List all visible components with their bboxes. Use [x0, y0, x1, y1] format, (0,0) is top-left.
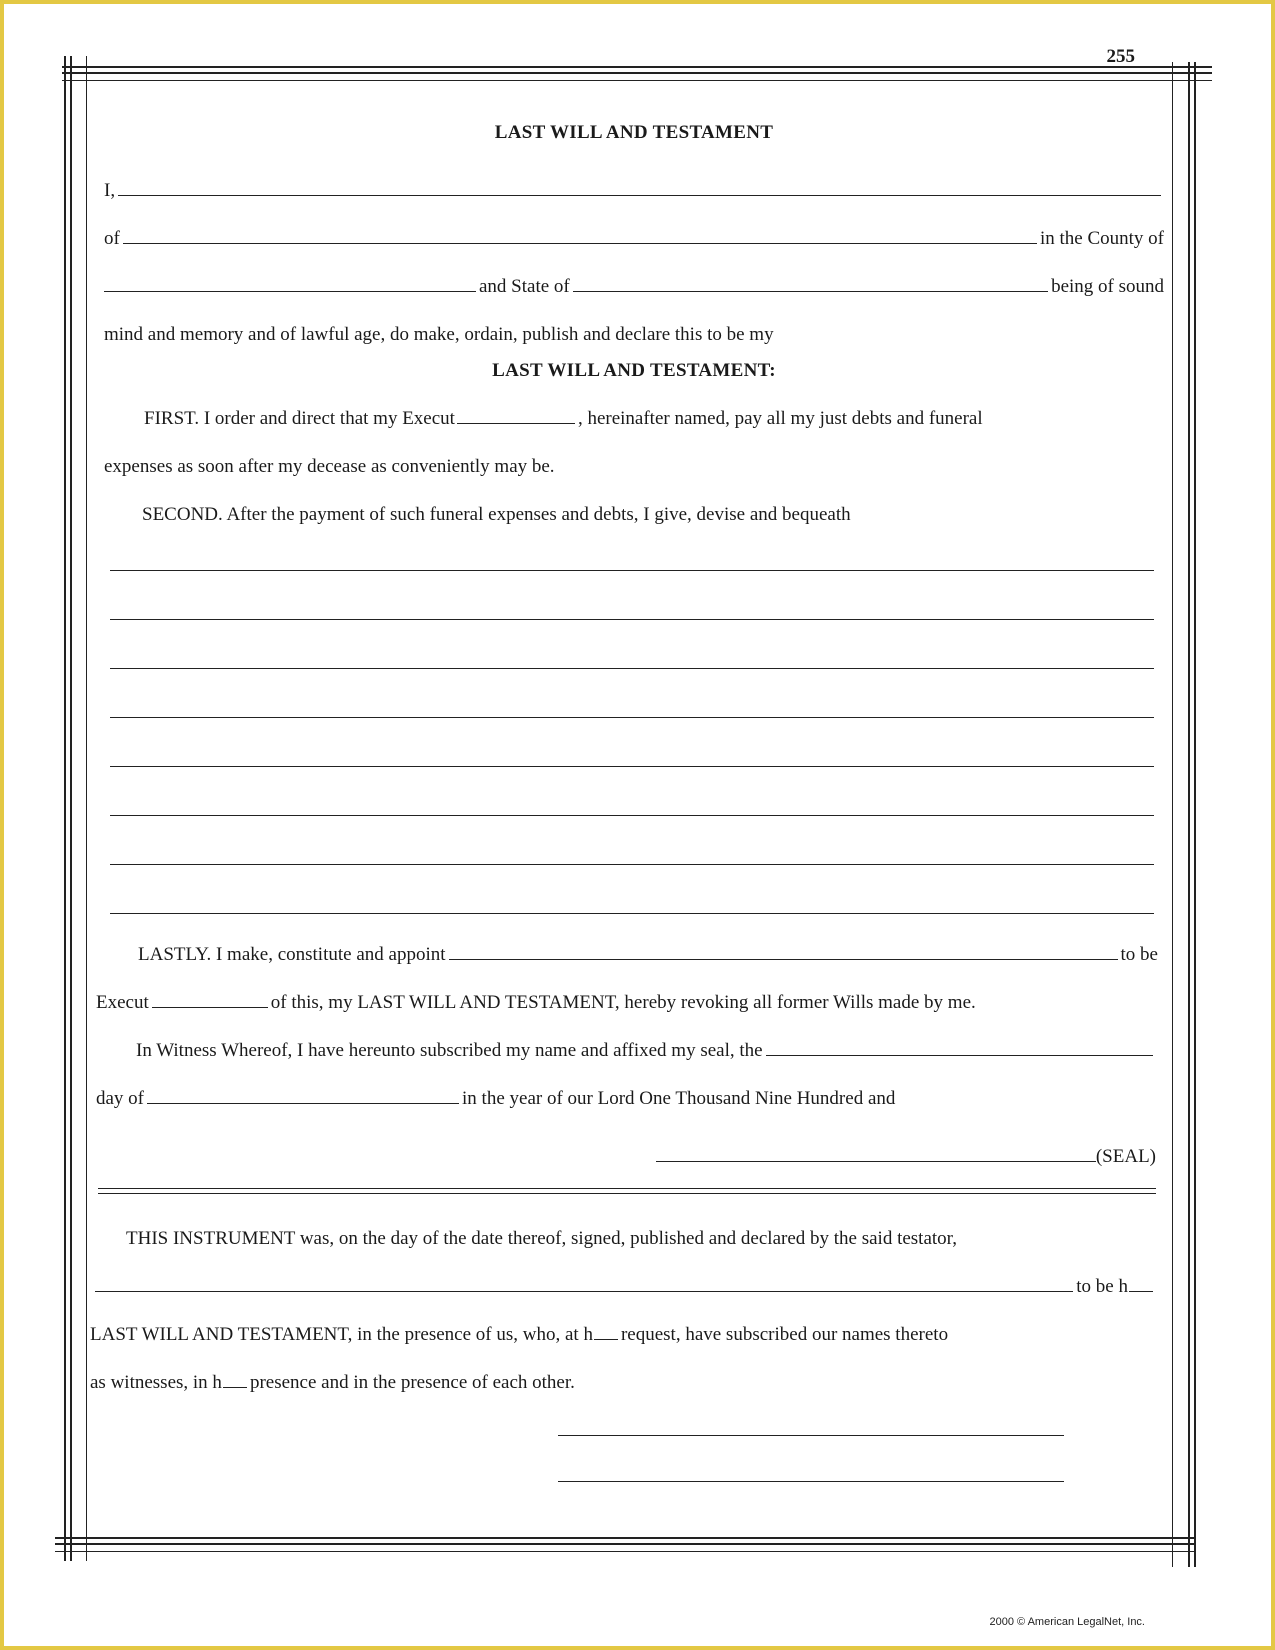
- pronoun-field-1[interactable]: [1129, 1291, 1153, 1292]
- will-form: [90, 100, 1164, 1486]
- seal-label: (SEAL): [1095, 1146, 1156, 1167]
- second-clause-row: [104, 478, 1164, 526]
- bequest-line-6[interactable]: [104, 771, 1164, 820]
- border-top-rule-3: [62, 80, 1212, 81]
- bequest-line-4[interactable]: [104, 673, 1164, 722]
- state-field[interactable]: [573, 291, 1048, 292]
- pronoun-field-3[interactable]: [223, 1387, 247, 1388]
- border-right-rule-3: [1194, 62, 1196, 1567]
- first-clause-suffix: , hereinafter named, pay all my just debts and funeral: [577, 408, 983, 429]
- instrument-line3: [90, 1298, 1164, 1346]
- border-left-rule-1: [64, 56, 66, 1561]
- bequest-line-8[interactable]: [104, 869, 1164, 918]
- lastly-suffix: to be: [1120, 944, 1158, 965]
- pronoun-field-2[interactable]: [594, 1339, 618, 1340]
- border-bottom-rule-2: [55, 1543, 1195, 1545]
- bequest-line-7[interactable]: [104, 820, 1164, 869]
- page-number: 255: [1106, 46, 1135, 67]
- instrument-line2: [92, 1250, 1156, 1298]
- border-right-rule-1: [1172, 62, 1173, 1567]
- lastly-line2: [96, 966, 1164, 1014]
- lastly-clause-row: [104, 918, 1158, 966]
- border-left-rule-2: [70, 56, 72, 1561]
- witness-signature-field-1[interactable]: [558, 1435, 1064, 1436]
- residence-row: [104, 202, 1164, 250]
- border-top-rule-1: [62, 66, 1212, 68]
- witness-signature-row-1: [104, 1394, 1164, 1440]
- day-of-label: day of: [96, 1088, 145, 1109]
- testator-name-field[interactable]: [118, 195, 1161, 196]
- border-right-rule-2: [1188, 62, 1190, 1567]
- executor-suffix-field[interactable]: [457, 423, 575, 424]
- lastly-prefix: LASTLY. I make, constitute and appoint: [138, 944, 446, 965]
- instrument-text: THIS INSTRUMENT was, on the day of the date thereof, signed, published and declared by the said testator,: [126, 1228, 957, 1249]
- witness-line2: [96, 1062, 1164, 1110]
- witness-prefix: In Witness Whereof, I have hereunto subscribed my name and affixed my seal, the: [136, 1040, 763, 1061]
- witness-signature-row-2: [104, 1440, 1164, 1486]
- first-clause-prefix: FIRST. I order and direct that my Execut: [144, 408, 455, 429]
- document-subtitle: LAST WILL AND TESTAMENT:: [492, 360, 776, 381]
- month-field[interactable]: [147, 1103, 459, 1104]
- testator-signature-field[interactable]: [656, 1161, 1096, 1162]
- residence-field[interactable]: [123, 243, 1037, 244]
- document-title: LAST WILL AND TESTAMENT: [494, 122, 774, 143]
- instrument-line4: [90, 1346, 1164, 1394]
- lastly-execut-label: Execut: [96, 992, 149, 1013]
- instrument-line3-prefix: LAST WILL AND TESTAMENT, in the presence of us, who, at h: [90, 1324, 593, 1345]
- label-of: of: [104, 228, 120, 249]
- day-field[interactable]: [766, 1055, 1153, 1056]
- to-be-label: to be h: [1076, 1276, 1128, 1297]
- label-state: and State of: [479, 276, 570, 297]
- label-county: in the County of: [1039, 228, 1164, 249]
- testator-name-field-2[interactable]: [95, 1291, 1073, 1292]
- instrument-line4-suffix: presence and in the presence of each other.: [249, 1372, 575, 1393]
- first-clause-line2: [104, 430, 1164, 478]
- border-left-rule-3: [86, 56, 87, 1561]
- witness-signature-field-2[interactable]: [558, 1481, 1064, 1482]
- bequest-line-3[interactable]: [104, 624, 1164, 673]
- first-clause-row: [104, 382, 1158, 430]
- executor-name-field[interactable]: [449, 959, 1118, 960]
- witness-row: [104, 1014, 1156, 1062]
- border-top-rule-2: [62, 72, 1212, 74]
- executor-suffix-field-2[interactable]: [152, 1007, 268, 1008]
- label-sound: being of sound: [1051, 276, 1164, 297]
- instrument-row: [98, 1194, 1164, 1250]
- bequest-line-5[interactable]: [104, 722, 1164, 771]
- lastly-line2-text: of this, my LAST WILL AND TESTAMENT, hereby revoking all former Wills made by me.: [270, 992, 976, 1013]
- first-clause-text2: expenses as soon after my decease as conveniently may be.: [104, 456, 555, 477]
- border-bottom-rule-3: [55, 1551, 1195, 1552]
- bequest-line-2[interactable]: [104, 575, 1164, 624]
- declaration-text: mind and memory and of lawful age, do make, ordain, publish and declare this to be my: [104, 324, 774, 345]
- county-state-row: [104, 250, 1164, 298]
- county-field[interactable]: [104, 291, 476, 292]
- instrument-line3-suffix: request, have subscribed our names thereto: [620, 1324, 949, 1345]
- instrument-line4-prefix: as witnesses, in h: [90, 1372, 222, 1393]
- testator-signature-row: [104, 1110, 1164, 1168]
- second-clause-text: SECOND. After the payment of such funeral expenses and debts, I give, devise and bequeath: [142, 504, 851, 525]
- testator-name-row: [104, 154, 1164, 202]
- copyright-footer: 2000 © American LegalNet, Inc.: [989, 1616, 1145, 1628]
- label-i: I,: [104, 180, 116, 201]
- declaration-row: [104, 298, 1164, 346]
- year-text: in the year of our Lord One Thousand Nine Hundred and: [462, 1088, 896, 1109]
- bequest-line-1[interactable]: [104, 526, 1164, 575]
- border-bottom-rule-1: [55, 1537, 1195, 1539]
